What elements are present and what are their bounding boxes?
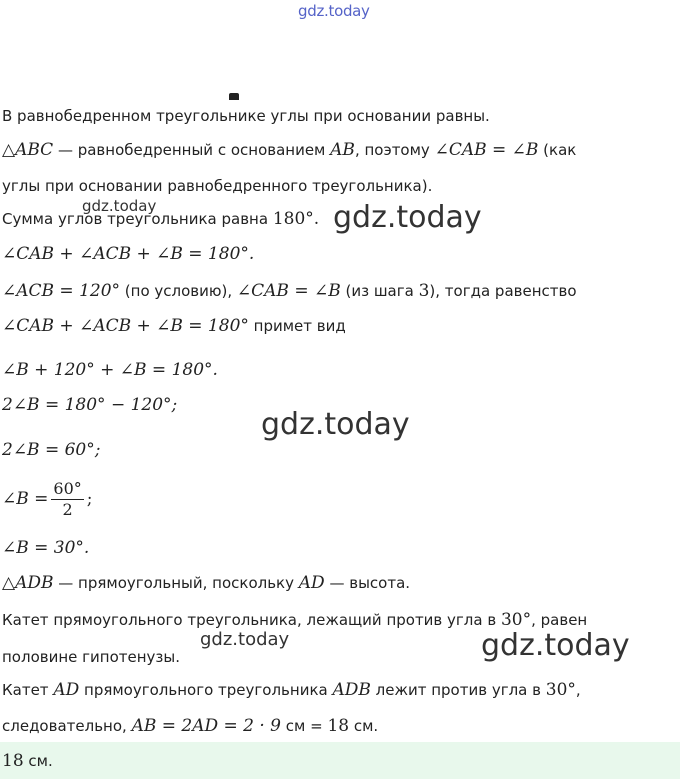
math: ∠CAB = ∠B [236,281,341,301]
text: (как [538,141,577,159]
math: ∠B + 120° + ∠B = 180°. [2,360,218,380]
solution-line-2 [2,140,576,160]
math: ∠CAB = ∠B [434,140,539,160]
solution-line-6 [2,281,577,301]
solution-line-15 [2,647,180,667]
text: , равен [531,611,588,629]
text: углы при основании равнобедренного треугольника). [2,177,433,195]
math: ∠ACB = 120° [2,281,121,301]
watermark: gdz.today [200,629,290,650]
solution-line-17 [2,716,378,736]
solution-line-1 [2,106,490,126]
solution-line-8 [2,360,218,380]
math: ∠B = [2,489,49,509]
solution-line-13 [2,573,410,593]
text: примет вид [248,317,346,335]
text: половине гипотенузы. [2,648,180,666]
watermark: gdz.today [82,197,157,215]
fraction-denominator: 2 [62,500,73,519]
solution-line-12 [2,538,89,558]
text: Сумма углов треугольника равна [2,210,273,228]
math: ∠CAB + ∠ACB + ∠B = 180°. [2,244,255,264]
math: △ABC [2,140,54,160]
text: лежит против угла в [370,681,546,699]
math: ; [86,489,93,509]
text: прямоугольного треугольника [79,681,333,699]
text: см = [281,717,328,735]
math: AB [330,140,355,160]
text: ), тогда равенство [429,282,577,300]
solution-line-16 [2,680,581,700]
text: , поэтому [354,141,435,159]
watermark: gdz.today [261,407,410,442]
math: AB = 2AD = 2 · 9 [131,716,282,736]
answer-value: 18 [2,751,24,771]
math: AD [53,680,80,700]
text: — равнобедренный с основанием [53,141,331,159]
solution-line-7 [2,316,346,336]
answer-line [2,751,53,771]
math: ADB [332,680,371,700]
fraction [51,479,83,520]
math: 30° [500,610,532,630]
text: Катет прямоугольного треугольника, лежащий против угла в [2,611,501,629]
text: (из шага [340,282,419,300]
math: 2∠B = 60°; [2,440,101,460]
math: 18 [327,716,350,736]
heading-fragment [229,93,239,100]
solution-line-4 [2,209,319,229]
math: ∠B = 30°. [2,538,90,558]
text: — высота. [324,574,411,592]
math: ∠CAB + ∠ACB + ∠B = 180° [2,316,249,336]
text: , [575,681,581,699]
fraction-numerator: 60° [53,479,82,498]
solution-line-5 [2,244,254,264]
math: △ADB [2,573,54,593]
text: — прямоугольный, поскольку [53,574,299,592]
text: см. [349,717,379,735]
math: AD [298,573,325,593]
solution-line-14 [2,610,587,630]
math: 30° [545,680,576,700]
solution-line-11 [2,478,92,520]
math: 180°. [272,209,320,229]
watermark: gdz.today [333,200,482,235]
solution-line-3 [2,176,432,196]
math: 3 [418,281,430,301]
text: (по условию), [120,282,237,300]
answer-unit: см. [23,752,53,770]
text: Катет [2,681,54,699]
solution-line-9 [2,395,177,415]
watermark: gdz.today [481,628,630,663]
answer-box [0,742,680,779]
watermark-top: gdz.today [298,2,370,20]
math: 2∠B = 180° − 120°; [2,395,178,415]
text: следовательно, [2,717,132,735]
text: В равнобедренном треугольнике углы при основании равны. [2,107,490,125]
solution-line-10 [2,440,100,460]
